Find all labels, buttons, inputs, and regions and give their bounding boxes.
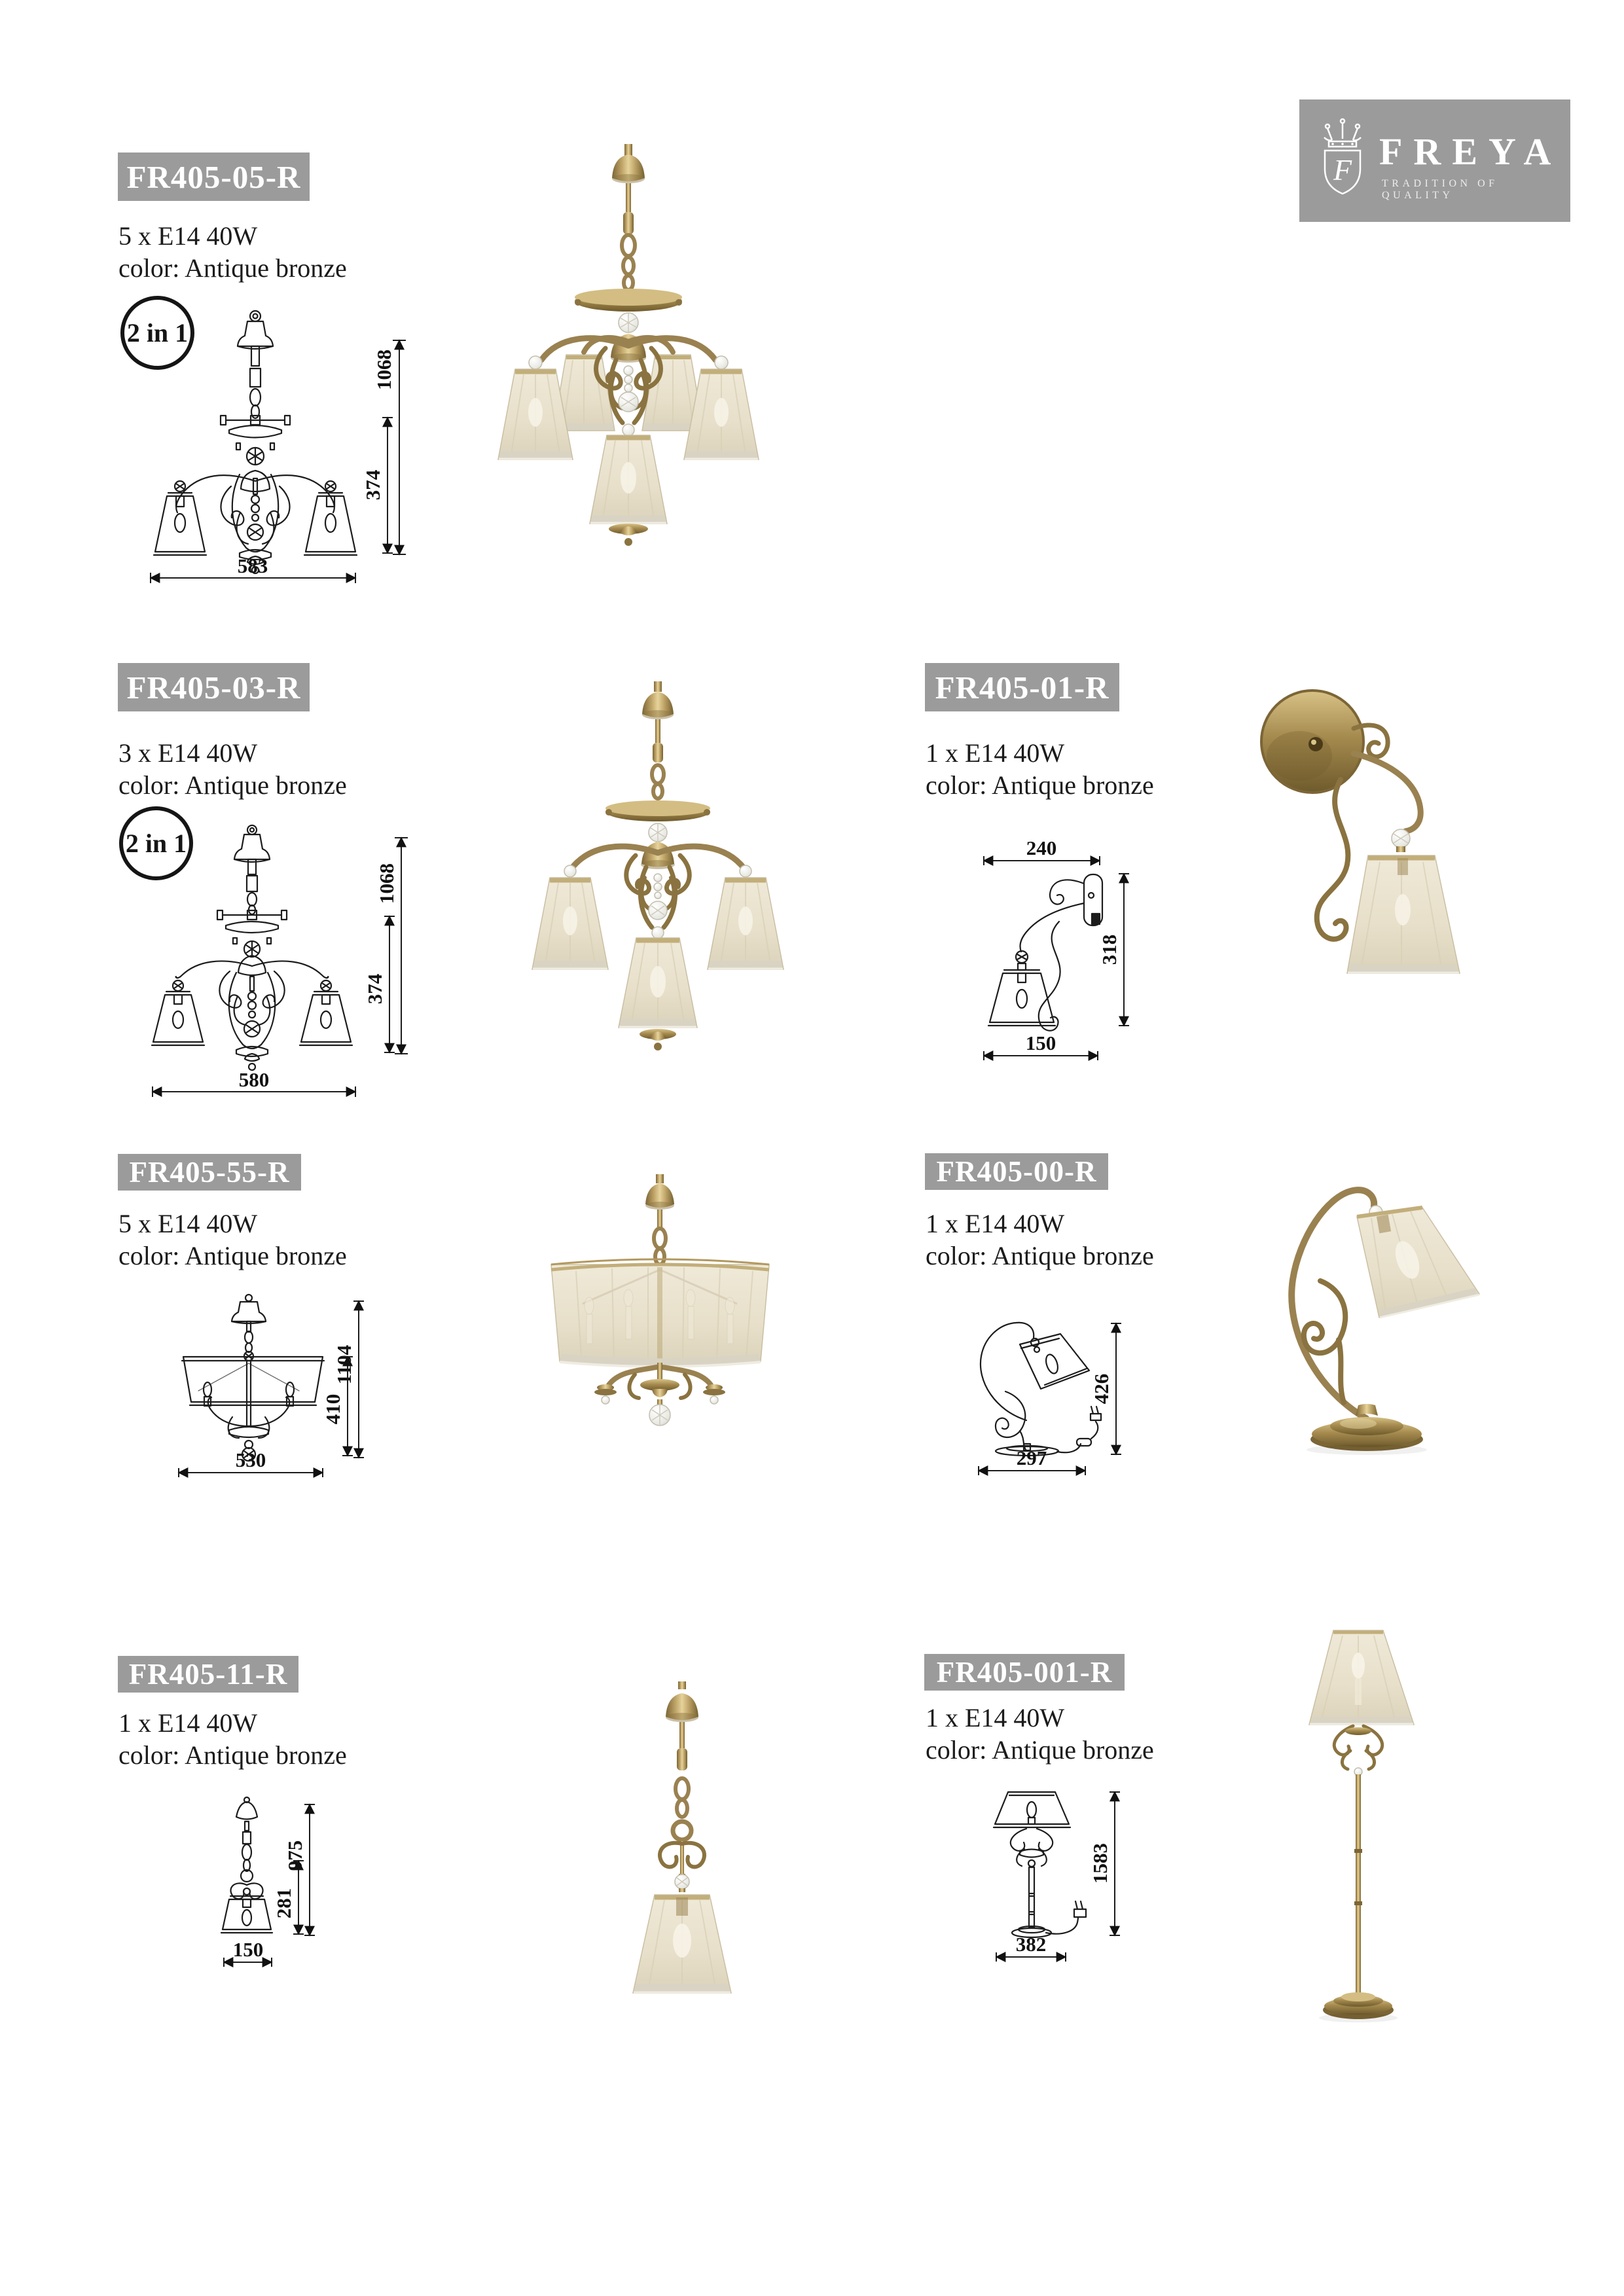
diagram-fr405-00-r <box>969 1316 1159 1479</box>
svg-text:1068: 1068 <box>372 350 395 390</box>
spec-lamps: 1 x E14 40W <box>926 738 1065 768</box>
dimension-body-height <box>361 418 393 553</box>
spec-color: color: Antique bronze <box>926 1735 1154 1765</box>
photo-fr405-55-r <box>543 1172 779 1453</box>
diagram-fr405-11-r <box>213 1793 321 1970</box>
badge-2in1: 2 in 1 <box>120 296 194 370</box>
photo-fr405-00-r <box>1280 1175 1496 1463</box>
dimension-width <box>179 1448 323 1477</box>
dimension-total-height <box>372 340 406 554</box>
model-tag-fr405-00-r: FR405-00-R <box>925 1153 1108 1190</box>
spec-fr405-001-r <box>926 1702 1154 1766</box>
svg-text:297: 297 <box>1016 1446 1047 1469</box>
model-tag-fr405-03-r: FR405-03-R <box>118 663 310 711</box>
model-tag-fr405-001-r: FR405-001-R <box>924 1654 1125 1691</box>
diagram-fr405-001-r <box>979 1784 1136 1973</box>
spec-lamps: 1 x E14 40W <box>118 1708 258 1738</box>
svg-text:1104: 1104 <box>333 1344 355 1385</box>
dimension-width <box>153 1068 355 1097</box>
dimension-width <box>979 1446 1085 1475</box>
spec-color: color: Antique bronze <box>926 1241 1154 1270</box>
model-tag-fr405-55-r: FR405-55-R <box>118 1154 301 1191</box>
svg-text:150: 150 <box>1025 1031 1056 1054</box>
dimension-body-height <box>363 916 395 1052</box>
spec-color: color: Antique bronze <box>118 1740 347 1770</box>
spec-lamps: 5 x E14 40W <box>118 221 258 251</box>
dimension-width <box>224 1938 272 1967</box>
svg-text:530: 530 <box>235 1448 266 1471</box>
brand-monogram: F <box>1333 153 1352 187</box>
svg-text:426: 426 <box>1090 1373 1113 1405</box>
brand-tagline: TRADITION OF QUALITY <box>1382 178 1498 201</box>
svg-text:240: 240 <box>1026 836 1057 859</box>
spec-lamps: 3 x E14 40W <box>118 738 258 768</box>
dimension-projection <box>984 836 1100 865</box>
diagram-fr405-55-r <box>167 1293 376 1489</box>
dimension-body-height <box>272 1861 304 1934</box>
svg-text:1068: 1068 <box>375 863 398 904</box>
photo-fr405-001-r <box>1299 1626 1424 2029</box>
svg-text:975: 975 <box>283 1840 306 1871</box>
dimension-height <box>1089 1792 1120 1935</box>
spec-fr405-00-r <box>926 1208 1154 1272</box>
diagram-fr405-01-r <box>962 836 1159 1067</box>
dimension-width <box>996 1933 1066 1962</box>
svg-text:150: 150 <box>232 1938 264 1961</box>
svg-text:382: 382 <box>1015 1933 1047 1956</box>
spec-lamps: 1 x E14 40W <box>926 1209 1065 1238</box>
spec-color: color: Antique bronze <box>118 1241 347 1270</box>
brand-name: FREYA <box>1379 130 1562 173</box>
photo-fr405-03-r <box>527 677 799 1070</box>
brand-logo-box <box>1299 99 1570 222</box>
spec-fr405-01-r <box>926 737 1154 801</box>
model-tag-fr405-05-r: FR405-05-R <box>118 152 310 201</box>
freya-crest-icon <box>1319 118 1366 198</box>
svg-text:1583: 1583 <box>1089 1843 1111 1884</box>
model-tag-fr405-11-r: FR405-11-R <box>118 1656 298 1693</box>
dimension-width <box>984 1031 1098 1060</box>
badge-2in1: 2 in 1 <box>119 806 193 880</box>
photo-fr405-01-r <box>1244 691 1492 1031</box>
svg-text:318: 318 <box>1098 934 1121 965</box>
spec-fr405-03-r <box>118 737 347 801</box>
photo-fr405-05-r <box>494 137 802 563</box>
diagram-fr405-03-r <box>121 810 429 1105</box>
spec-color: color: Antique bronze <box>118 770 347 800</box>
svg-text:374: 374 <box>363 973 386 1005</box>
svg-text:281: 281 <box>272 1888 295 1919</box>
spec-lamps: 1 x E14 40W <box>926 1703 1065 1732</box>
spec-color: color: Antique bronze <box>118 253 347 283</box>
photo-fr405-11-r <box>619 1679 749 2016</box>
spec-fr405-55-r <box>118 1208 347 1272</box>
spec-lamps: 5 x E14 40W <box>118 1209 258 1238</box>
diagram-fr405-05-r <box>121 278 429 592</box>
spec-color: color: Antique bronze <box>926 770 1154 800</box>
svg-text:583: 583 <box>237 554 268 577</box>
svg-text:374: 374 <box>361 469 384 501</box>
svg-text:580: 580 <box>238 1068 270 1091</box>
svg-text:410: 410 <box>321 1393 344 1425</box>
dimension-width <box>151 554 355 583</box>
dimension-total-height <box>375 838 408 1054</box>
spec-fr405-05-r <box>118 220 347 284</box>
spec-fr405-11-r <box>118 1707 347 1771</box>
model-tag-fr405-01-r: FR405-01-R <box>925 663 1119 711</box>
